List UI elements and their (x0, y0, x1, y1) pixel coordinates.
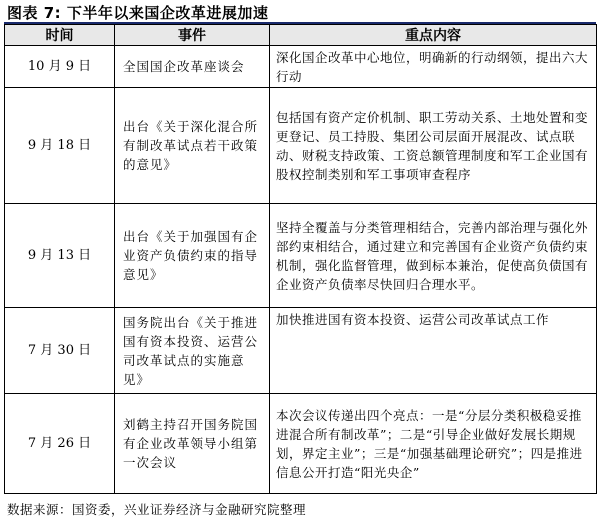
row-time: 9 月 18 日 (5, 88, 115, 204)
row-event: 国务院出台《关于推进国有资本投资、运营公司改革试点的实施意见》 (115, 308, 270, 394)
row-content: 本次会议传递出四个亮点：一是“分层分类积极稳妥推进混合所有制改革”；二是“引导企业做好发展长期规划，界定主业”；三是“加强基础理论研究”；四是推进信息公开打造“阳光央企” (270, 394, 597, 494)
row-event: 出台《关于深化混合所有制改革试点若干政策的意见》 (115, 88, 270, 204)
row-event: 全国国企改革座谈会 (115, 46, 270, 88)
reform-progress-table (4, 24, 597, 494)
row-time: 7 月 30 日 (5, 308, 115, 394)
table-row (5, 308, 597, 394)
table-row (5, 88, 597, 204)
header-event: 事件 (115, 25, 270, 46)
table-row (5, 394, 597, 494)
row-time: 9 月 13 日 (5, 204, 115, 308)
row-content: 包括国有资产定价机制、职工劳动关系、土地处置和变更登记、员工持股、集团公司层面开展混改、试点联动、财税支持政策、工资总额管理制度和军工企业国有股权控制类别和军工事项审查程序 (270, 88, 597, 204)
row-content: 加快推进国有资本投资、运营公司改革试点工作 (270, 308, 597, 394)
row-event: 刘鹤主持召开国务院国有企业改革领导小组第一次会议 (115, 394, 270, 494)
row-time: 10 月 9 日 (5, 46, 115, 88)
data-source-note: 数据来源：国资委，兴业证券经济与金融研究院整理 (7, 502, 307, 517)
row-event: 出台《关于加强国有企业资产负债约束的指导意见》 (115, 204, 270, 308)
row-time: 7 月 26 日 (5, 394, 115, 494)
figure-title: 图表 7: 下半年以来国企改革进展加速 (7, 4, 269, 22)
table-header-row (5, 25, 597, 46)
header-time: 时间 (5, 25, 115, 46)
row-content: 深化国企改革中心地位，明确新的行动纲领，提出六大行动 (270, 46, 597, 88)
header-content: 重点内容 (270, 25, 597, 46)
row-content: 坚持全覆盖与分类管理相结合，完善内部治理与强化外部约束相结合，通过建立和完善国有企业资产负债约束机制，强化监督管理，做到标本兼治，促使高负债国有企业资产负债率尽快回归合理水平。 (270, 204, 597, 308)
table-row (5, 46, 597, 88)
table-row (5, 204, 597, 308)
